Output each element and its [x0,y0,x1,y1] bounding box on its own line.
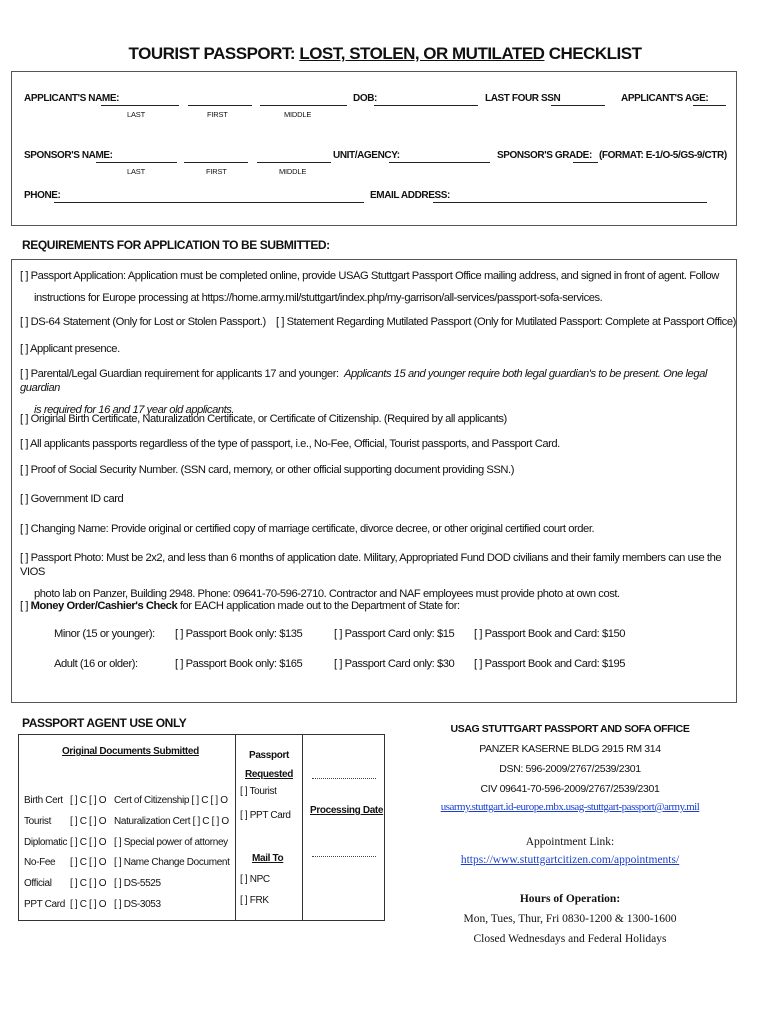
agent-row-birth-cert[interactable]: Birth Cert [ ] C [ ] O Cert of Citizenship [ ] C [ ] O [24,795,228,806]
agent-use-heading: PASSPORT AGENT USE ONLY [22,716,187,730]
closed-text: Closed Wednesdays and Federal Holidays [473,933,667,945]
agent-row-official[interactable]: Official [ ] C [ ] O [ ] DS-5525 [24,878,161,890]
passport-requested-heading: Passport Requested [245,750,293,780]
fee-adult-both[interactable]: [ ] Passport Book and Card: $195 [474,658,626,670]
agent-row-no-fee[interactable]: No-Fee [ ] C [ ] O [ ] Name Change Document [24,857,230,869]
grade-field[interactable] [573,162,598,163]
phone-field[interactable] [54,202,364,203]
sponsor-middle-caption: MIDDLE [279,167,307,176]
requested-tourist-checkbox[interactable]: [ ] Tourist [240,786,277,797]
appointment-link[interactable]: https://www.stuttgartcitizen.com/appointments/ [460,854,680,866]
email-label: EMAIL ADDRESS: [370,190,450,201]
req-guardian[interactable]: [ ] Parental/Legal Guardian requirement for applicants 17 and younger: Applicants 15 and younger require both legal guardian's to be present. One legal guardian is required for 16 and 17 year old applicants. [20,368,707,416]
grade-label: SPONSOR'S GRADE: [497,150,592,161]
sponsor-first-field[interactable] [184,162,248,163]
req-birth-certificate[interactable]: [ ] Original Birth Certificate, Naturalization Certificate, or Certificate of Citizenship. (Required by all applicants) [20,413,507,425]
req-applicant-presence[interactable]: [ ] Applicant presence. [20,343,120,355]
phone-label: PHONE: [24,190,61,201]
agent-row-diplomatic[interactable]: Diplomatic [ ] C [ ] O [ ] Special power of attorney [24,836,228,848]
hours-heading: Hours of Operation: [519,893,621,905]
unit-label: UNIT/AGENCY: [333,150,400,161]
processing-date-heading: Processing Date [310,805,384,816]
applicant-middle-caption: MIDDLE [284,110,312,119]
mail-frk-checkbox[interactable]: [ ] FRK [240,895,269,906]
email-field[interactable] [433,202,707,203]
requirements-heading: REQUIREMENTS FOR APPLICATION TO BE SUBMITTED: [22,238,330,252]
agent-dotted-line-1 [312,778,376,779]
applicant-last-caption: LAST [127,110,145,119]
fee-minor-card[interactable]: [ ] Passport Card only: $15 [334,628,455,640]
unit-field[interactable] [389,162,490,163]
dob-label: DOB: [353,93,377,104]
mail-npc-checkbox[interactable]: [ ] NPC [240,874,270,885]
sponsor-first-caption: FIRST [206,167,227,176]
original-docs-heading: Original Documents Submitted [62,746,199,757]
sponsor-name-label: SPONSOR'S NAME: [24,150,113,161]
fee-minor-book[interactable]: [ ] Passport Book only: $135 [175,628,303,640]
agent-dotted-line-2 [312,856,376,857]
office-name: USAG STUTTGART PASSPORT AND SOFA OFFICE [450,723,690,735]
applicant-first-field[interactable] [188,105,252,106]
office-dsn: DSN: 596-2009/2767/2539/2301 [499,763,641,775]
req-government-id[interactable]: [ ] Government ID card [20,493,124,505]
fee-adult-book[interactable]: [ ] Passport Book only: $165 [175,658,303,670]
dob-field[interactable] [374,105,478,106]
fee-adult-label: Adult (16 or older): [54,658,138,670]
office-email-link[interactable]: usarmy.stuttgart.id-europe.mbx.usag-stuttgart-passport@army.mil [440,801,700,813]
mail-to-heading: Mail To [252,853,284,864]
req-name-change[interactable]: [ ] Changing Name: Provide original or certified copy of marriage certificate, divorce decree, or other original certified court order. [20,523,595,535]
office-address: PANZER KASERNE BLDG 2915 RM 314 [479,743,661,755]
req-mutilated-statement[interactable]: [ ] Statement Regarding Mutilated Passport (Only for Mutilated Passport: Complete at Passport Office) [276,316,736,328]
req-money-order[interactable]: [ ] Money Order/Cashier's Check for EACH application made out to the Department of State for: [20,600,460,612]
req-ssn-proof[interactable]: [ ] Proof of Social Security Number. (SSN card, memory, or other official supporting document providing SSN.) [20,464,514,476]
sponsor-last-caption: LAST [127,167,145,176]
age-label: APPLICANT'S AGE: [621,93,709,104]
office-info [400,719,740,949]
agent-doc-rows [24,791,230,916]
agent-row-tourist[interactable]: Tourist [ ] C [ ] O Naturalization Cert [ ] C [ ] O [24,815,229,827]
fee-minor-label: Minor (15 or younger): [54,628,155,640]
applicant-first-caption: FIRST [207,110,228,119]
req-ds64-statement[interactable]: [ ] DS-64 Statement (Only for Lost or Stolen Passport.) [20,316,266,328]
requested-ppt-card-checkbox[interactable]: [ ] PPT Card [240,810,291,821]
ssn-label: LAST FOUR SSN [485,93,561,104]
appointment-label: Appointment Link: [525,836,615,848]
sponsor-last-field[interactable] [96,162,177,163]
age-field[interactable] [693,105,726,106]
req-passport-application[interactable]: [ ] Passport Application: Application must be completed online, provide USAG Stuttgart Passport Office mailing address, and signed in front of agent. Follow instructions for Europe processing at https://home.army.mil/stuttgart/index.php/my-garrison/all-services/passport-sofa-services. [20,270,719,304]
req-all-passports[interactable]: [ ] All applicants passports regardless of the type of passport, i.e., No-Fee, Official, Tourist passports, and Passport Card. [20,438,560,450]
hours-text: Mon, Tues, Thur, Fri 0830-1200 & 1300-1600 [463,913,677,925]
req-passport-photo[interactable]: [ ] Passport Photo: Must be 2x2, and less than 6 months of application date. Military, Appropriated Fund DOD civilians and their family members can use the VIOS photo lab on Panzer, Building 2948. Phone: 09641-70-596-2710. Contractor and NAF employees must provide photo at own cost. [20,552,722,600]
fee-minor-both[interactable]: [ ] Passport Book and Card: $150 [474,628,626,640]
sponsor-middle-field[interactable] [257,162,331,163]
applicant-info-box [11,71,737,226]
applicant-middle-field[interactable] [260,105,347,106]
applicant-last-field[interactable] [101,105,179,106]
applicant-name-label: APPLICANT'S NAME: [24,93,120,104]
office-civ: CIV 09641-70-596-2009/2767/2539/2301 [480,783,660,795]
grade-format-hint: (FORMAT: E-1/O-5/GS-9/CTR) [599,150,727,161]
agent-divider-2 [302,734,303,921]
agent-row-ppt-card[interactable]: PPT Card [ ] C [ ] O [ ] DS-3053 [24,898,161,910]
ssn-field[interactable] [551,105,605,106]
fee-adult-card[interactable]: [ ] Passport Card only: $30 [334,658,455,670]
page-title: TOURIST PASSPORT: LOST, STOLEN, OR MUTILATED CHECKLIST [128,44,642,63]
